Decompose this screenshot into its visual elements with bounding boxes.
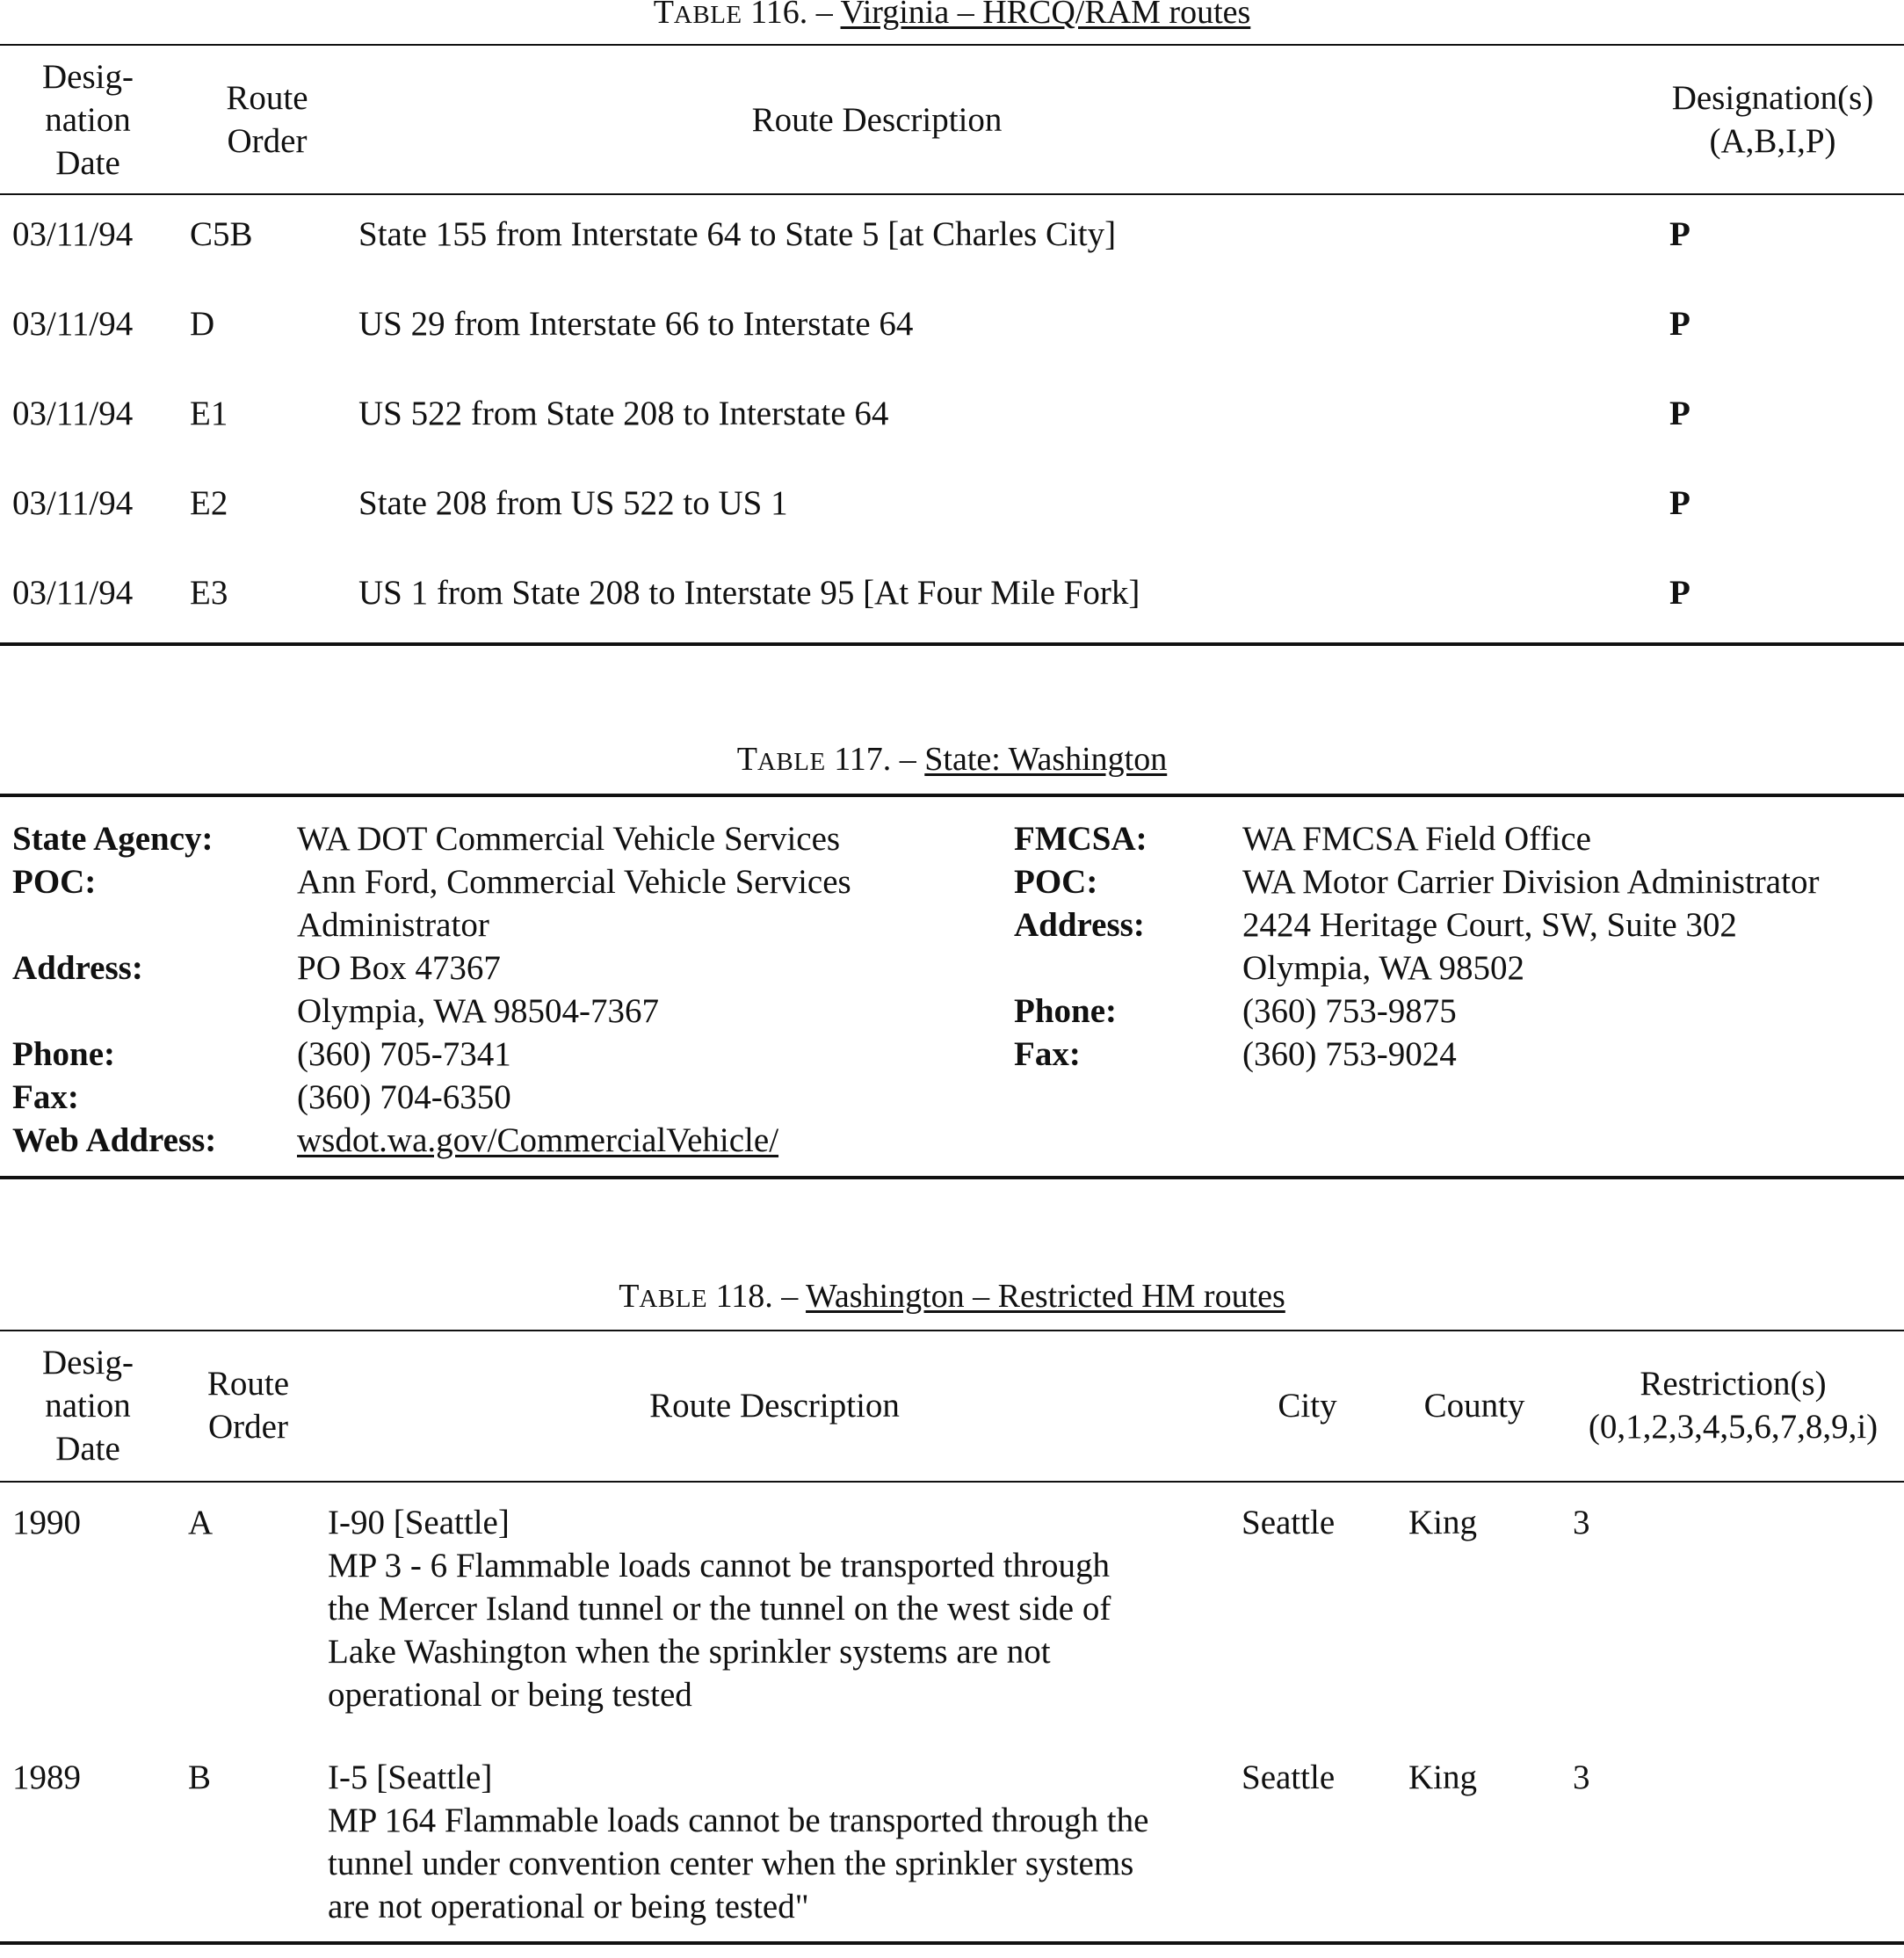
cell-designation: P [1669,484,1690,522]
fmcsa-fax-value: (360) 753-9024 [1242,1035,1457,1073]
fmcsa-address-line1: 2424 Heritage Court, SW, Suite 302 [1242,906,1737,944]
state-agency-value: WA DOT Commercial Vehicle Services [297,820,841,858]
cell-date: 03/11/94 [12,395,134,432]
table-117-left [12,817,1014,1162]
fax-value: (360) 704-6350 [297,1078,511,1116]
cell-description: US 522 from State 208 to Interstate 64 [358,395,889,432]
route-detail-line: the Mercer Island tunnel or the tunnel on the west side of [328,1590,1111,1628]
phone-label: Phone: [12,1035,115,1073]
cell-order: E2 [190,484,228,522]
cell-order: D [190,305,215,343]
table-117-caption: TABLE 117. – State: Washington [736,741,1168,778]
table-118-caption: TABLE 118. – Washington – Restricted HM routes [619,1278,1285,1315]
table-117-top-rule [0,794,1904,797]
header-route-description: Route Description [751,100,1003,139]
fmcsa-address-label: Address: [1014,906,1145,944]
cell-description: State 208 from US 522 to US 1 [358,484,788,522]
header-route-description: Route Description [649,1386,900,1425]
cell-restriction: 3 [1573,1504,1590,1541]
cell-order: C5B [190,215,253,253]
table-118-header-rule [0,1481,1904,1483]
fmcsa-label: FMCSA: [1014,820,1147,858]
cell-date: 03/11/94 [12,215,134,253]
fmcsa-poc-value: WA Motor Carrier Division Administrator [1242,863,1820,901]
header-route-order: Route Order [226,79,308,160]
route-name: I-90 [Seattle] [328,1504,510,1541]
table-116-bottom-rule [0,642,1904,646]
header-county: County [1423,1386,1525,1425]
header-designations: Designation(s) (A,B,I,P) [1671,79,1874,160]
route-detail-line: MP 3 - 6 Flammable loads cannot be transported through [328,1547,1110,1585]
header-designation-date: Desig- nation Date [42,57,134,182]
poc-value: Ann Ford, Commercial Vehicle Services [297,863,851,901]
table-116 [0,46,1904,193]
address-line1: PO Box 47367 [297,949,501,987]
table-118-body [0,1501,1904,1958]
state-agency-info [12,817,1014,1162]
fmcsa-fax-label: Fax: [1014,1035,1081,1073]
cell-date: 03/11/94 [12,484,134,522]
cell-county: King [1408,1504,1477,1541]
route-name: I-5 [Seattle] [328,1759,493,1796]
phone-value: (360) 705-7341 [297,1035,511,1073]
fax-label: Fax: [12,1078,79,1116]
table-row [0,392,1904,482]
cell-description [328,1501,1242,1756]
cell-designation: P [1669,395,1690,432]
table-117-bottom-rule [0,1176,1904,1179]
state-agency-label: State Agency: [12,820,214,858]
cell-designation: P [1669,574,1690,612]
cell-designation: P [1669,305,1690,343]
cell-county: King [1408,1759,1477,1796]
table-row [0,302,1904,392]
cell-order: E1 [190,395,228,432]
table-118-bottom-rule [0,1941,1904,1945]
table-118 [0,1331,1904,1479]
header-city: City [1278,1386,1337,1425]
route-detail-line: tunnel under convention center when the sprinkler systems [328,1845,1134,1882]
fmcsa-value: WA FMCSA Field Office [1242,820,1591,858]
cell-city: Seattle [1242,1504,1336,1541]
cell-date: 03/11/94 [12,574,134,612]
table-116-body [0,213,1904,661]
table-row [0,482,1904,571]
cell-description: US 29 from Interstate 66 to Interstate 64 [358,305,914,343]
table-row [0,1756,1904,1958]
header-restrictions: Restriction(s) (0,1,2,3,4,5,6,7,8,9,i) [1588,1365,1879,1446]
address-line2: Olympia, WA 98504-7367 [297,992,660,1030]
cell-description: US 1 from State 208 to Interstate 95 [At Four Mile Fork] [358,574,1140,612]
fmcsa-info [1014,817,1893,1076]
table-116-caption: TABLE 116. – Virginia – HRCQ/RAM routes [653,0,1251,31]
cell-description: State 155 from Interstate 64 to State 5 [at Charles City] [358,215,1117,253]
cell-date: 1990 [12,1504,81,1541]
web-address-label: Web Address: [12,1121,217,1159]
table-row [0,571,1904,661]
route-detail-line: MP 164 Flammable loads cannot be transported through the [328,1802,1149,1839]
table-row [0,213,1904,302]
table-116-header-rule [0,193,1904,195]
poc-value-cont: Administrator [297,906,489,944]
cell-date: 03/11/94 [12,305,134,343]
cell-designation: P [1669,215,1690,253]
header-route-order: Route Order [206,1365,290,1446]
table-row [0,1501,1904,1756]
cell-city: Seattle [1242,1759,1336,1796]
header-designation-date: Desig- nation Date [42,1343,134,1468]
cell-order: B [188,1759,212,1796]
web-address-link[interactable]: wsdot.wa.gov/CommercialVehicle/ [297,1121,779,1159]
fmcsa-phone-label: Phone: [1014,992,1117,1030]
address-label: Address: [12,949,143,987]
cell-date: 1989 [12,1759,81,1796]
route-detail-line: Lake Washington when the sprinkler systems are not [328,1633,1051,1671]
route-detail-line: operational or being tested [328,1676,692,1714]
poc-label: POC: [12,863,97,901]
table-117-right [1014,817,1893,1076]
fmcsa-poc-label: POC: [1014,863,1098,901]
cell-order: A [188,1504,214,1541]
fmcsa-phone-value: (360) 753-9875 [1242,992,1457,1030]
table-118-header-row [0,1331,1904,1479]
fmcsa-address-line2: Olympia, WA 98502 [1242,949,1525,987]
cell-order: E3 [190,574,228,612]
cell-restriction: 3 [1573,1759,1590,1796]
route-detail-line: are not operational or being tested" [328,1888,809,1925]
cell-description [328,1756,1242,1958]
table-116-header-row [0,46,1904,193]
